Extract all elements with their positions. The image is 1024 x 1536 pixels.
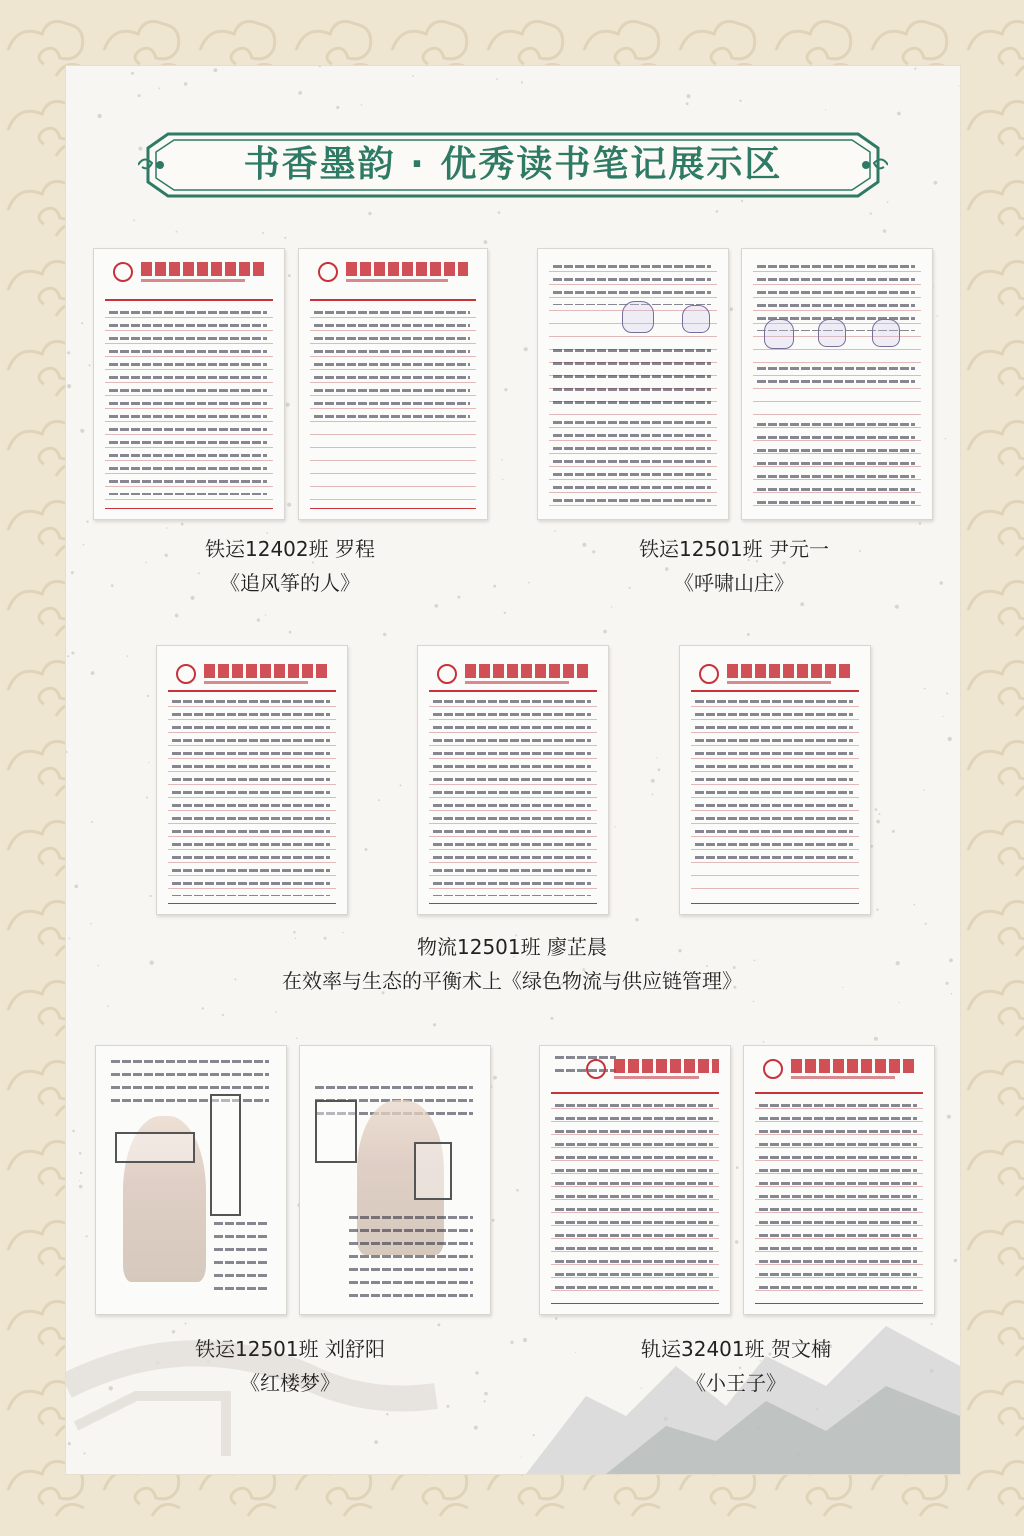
entry-caption-4 — [140, 1332, 440, 1400]
college-logo — [318, 260, 468, 286]
notebook-page — [539, 1045, 731, 1315]
college-logo — [586, 1057, 719, 1083]
page-title: 书香墨韵 · 优秀读书笔记展示区 — [243, 144, 783, 185]
book-title: 《红楼梦》 — [240, 1371, 340, 1395]
entry-caption-3 — [162, 930, 862, 998]
college-logo — [699, 662, 851, 688]
entry-caption-5 — [586, 1332, 886, 1400]
class-student-name: 铁运12501班 刘舒阳 — [195, 1337, 385, 1361]
class-student-name: 轨运32401班 贺文楠 — [641, 1337, 831, 1361]
notebook-page — [417, 645, 609, 915]
college-logo — [437, 662, 589, 688]
notebook-page — [537, 248, 729, 520]
book-title: 在效率与生态的平衡术上《绿色物流与供应链管理》 — [282, 969, 742, 993]
college-logo — [113, 260, 265, 286]
notebook-page — [743, 1045, 935, 1315]
college-logo — [176, 662, 328, 688]
class-student-name: 铁运12402班 罗程 — [205, 537, 375, 561]
college-logo — [763, 1057, 915, 1083]
book-title: 《呼啸山庄》 — [674, 571, 794, 595]
notebook-page — [679, 645, 871, 915]
notebook-page-illustrated — [299, 1045, 491, 1315]
notebook-page — [156, 645, 348, 915]
class-student-name: 物流12501班 廖芷晨 — [417, 935, 607, 959]
class-student-name: 铁运12501班 尹元一 — [639, 537, 829, 561]
book-title: 《追风筝的人》 — [220, 571, 360, 595]
notebook-page-illustrated — [95, 1045, 287, 1315]
notebook-page — [93, 248, 285, 520]
book-title: 《小王子》 — [686, 1371, 786, 1395]
entry-caption-1 — [140, 532, 440, 600]
notebook-page — [741, 248, 933, 520]
notebook-page — [298, 248, 488, 520]
entry-caption-2 — [584, 532, 884, 600]
title-banner — [138, 130, 888, 200]
